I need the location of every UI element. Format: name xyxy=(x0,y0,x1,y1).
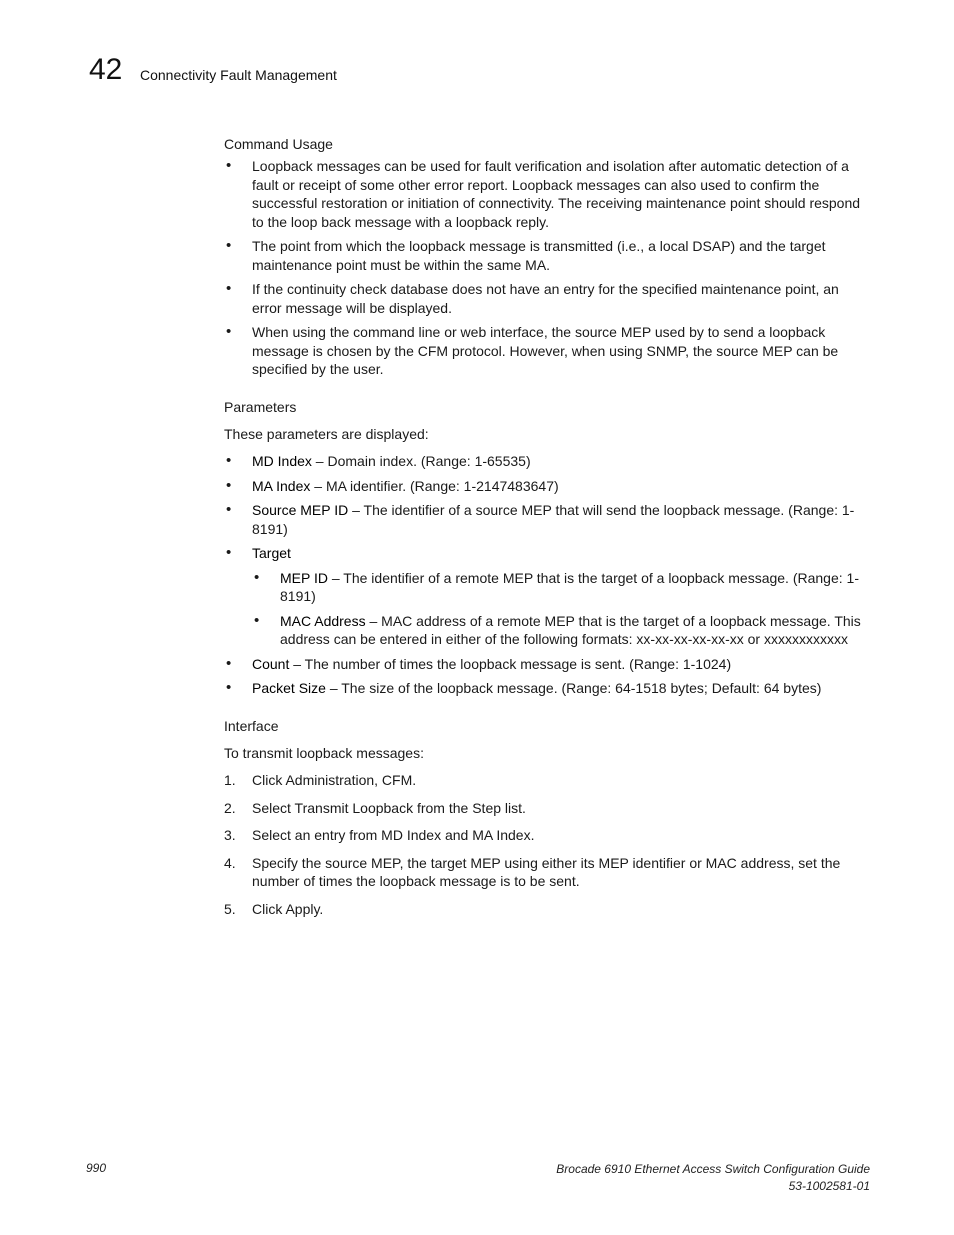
step-number: 4. xyxy=(224,854,236,871)
list-item-count xyxy=(224,655,872,674)
step-item xyxy=(224,854,872,891)
list-item: • If the continuity check database does not have an entry for the specified maintenance point, an error message will be displayed. xyxy=(224,280,872,317)
parameters-intro: These parameters are displayed: xyxy=(224,425,429,442)
term-description: – The number of times the loopback message is sent. (Range: 1-1024) xyxy=(289,655,732,672)
page-content xyxy=(224,135,872,918)
step-item xyxy=(224,900,872,919)
step-text: Select an entry from MD Index and MA Index. xyxy=(252,827,535,843)
target-sublist xyxy=(252,569,872,649)
term: Count xyxy=(252,655,290,672)
step-text: Click Administration, CFM. xyxy=(252,772,417,788)
guide-title: Brocade 6910 Ethernet Access Switch Configuration Guide xyxy=(556,1162,870,1176)
term: MD Index xyxy=(252,453,312,469)
list-item-target xyxy=(224,544,872,649)
term: MEP ID xyxy=(280,569,328,586)
parameters-heading: Parameters xyxy=(224,398,297,415)
step-number: 5. xyxy=(224,900,236,917)
term-description: – Domain index. (Range: 1-65535) xyxy=(311,453,531,469)
step-number: 1. xyxy=(224,772,236,788)
doc-number: 53-1002581-01 xyxy=(788,1179,870,1193)
term-description: – MAC address of a remote MEP that is the target of a loopback message. This address can be entered in either of the following formats: xx-xx-xx-xx-xx-xx or xxxxxxxxxxxx xyxy=(280,612,861,647)
term-description: – The identifier of a remote MEP that is the target of a loopback message. (Range: 1-8191) xyxy=(280,569,859,604)
footer-doc-info xyxy=(556,1161,870,1195)
list-item: • The point from which the loopback message is transmitted (i.e., a local DSAP) and the target maintenance point must be within the same MA. xyxy=(224,237,872,274)
term-description: – The identifier of a source MEP that will send the loopback message. (Range: 1-8191) xyxy=(252,502,855,537)
list-item-ma-index xyxy=(224,477,872,496)
interface-steps xyxy=(224,771,872,918)
step-item xyxy=(224,799,872,818)
term: MAC Address xyxy=(280,612,366,629)
command-usage-list xyxy=(224,157,872,379)
term: MA Index xyxy=(252,477,311,494)
term: Source MEP ID xyxy=(252,502,349,518)
step-item xyxy=(224,826,872,845)
command-usage-heading: Command Usage xyxy=(224,136,333,152)
step-text: Select Transmit Loopback from the Step list. xyxy=(252,799,526,816)
page-number: 990 xyxy=(86,1161,107,1175)
interface-heading: Interface xyxy=(224,717,279,734)
chapter-number: 42 xyxy=(89,53,123,86)
step-item xyxy=(224,771,872,790)
interface-intro: To transmit loopback messages: xyxy=(224,744,424,761)
term: Target xyxy=(252,545,291,561)
list-item: • When using the command line or web interface, the source MEP used by to send a loopback message is chosen by the CFM protocol. However, when using SNMP, the source MEP can be specified by the user. xyxy=(224,323,872,379)
chapter-title: Connectivity Fault Management xyxy=(140,67,337,83)
list-item-packet-size xyxy=(224,679,872,698)
step-text: Specify the source MEP, the target MEP using either its MEP identifier or MAC address, set the number of times the loopback message is to be sent. xyxy=(252,854,841,889)
step-number: 3. xyxy=(224,827,236,843)
list-item: • Loopback messages can be used for fault verification and isolation after automatic detection of a fault or receipt of some other error report. Loopback messages can also used to confirm the successful restoration or initiation of connectivity. The receiving maintenance point should respond to the loop back message with a loopback reply. xyxy=(224,157,872,231)
list-item-source-mep-id xyxy=(224,501,872,538)
list-item-mep-id xyxy=(252,569,872,606)
step-number: 2. xyxy=(224,799,236,816)
parameters-list xyxy=(224,452,872,698)
list-item-md-index xyxy=(224,452,872,471)
list-item-mac-address xyxy=(252,612,872,649)
term-description: – The size of the loopback message. (Range: 64-1518 bytes; Default: 64 bytes) xyxy=(325,680,822,696)
term: Packet Size xyxy=(252,680,326,696)
step-text: Click Apply. xyxy=(252,900,324,917)
term-description: – MA identifier. (Range: 1-2147483647) xyxy=(310,477,559,494)
